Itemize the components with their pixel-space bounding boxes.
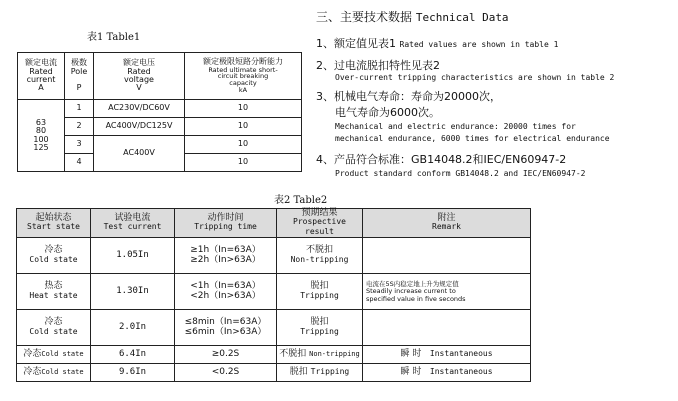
t1-header-voltage xyxy=(94,53,185,100)
t2-current: 9.6In xyxy=(91,364,175,382)
t1-h2-en: Pole xyxy=(70,66,88,76)
t2-h4-en: Prospective result xyxy=(293,217,346,236)
t2-state-zh: 冷态 xyxy=(44,317,63,328)
tech-item-3-en1: Mechanical and electric endurance: 20000 times for xyxy=(335,122,576,131)
t2-state-en: Cold state xyxy=(29,254,78,264)
t2-time: ≥0.2S xyxy=(175,346,277,364)
t1-capacity: 10 xyxy=(185,154,302,172)
t1-header-capacity xyxy=(185,53,302,100)
t1-current-values xyxy=(18,100,65,172)
t2-remark-zh: 瞬 时 xyxy=(400,367,422,378)
t2-current: 1.05In xyxy=(91,238,175,274)
table1 xyxy=(17,52,302,172)
tech-item-4-en: Product standard conform GB14048.2 and IEC/EN60947-2 xyxy=(335,169,586,178)
t2-h5-zh: 附注 xyxy=(437,212,456,223)
tech-item-2-en: Over-current tripping characteristics are shown in table 2 xyxy=(335,73,615,82)
t1-pole: 1 xyxy=(65,100,94,118)
table-row xyxy=(17,310,531,346)
table-row xyxy=(17,346,531,364)
t1-h2-unit: P xyxy=(76,83,82,93)
t2-remark-zh: 瞬 时 xyxy=(400,349,422,360)
t2-result xyxy=(277,274,363,310)
t2-current: 2.0In xyxy=(91,310,175,346)
t2-state-zh: 冷态 xyxy=(44,245,63,256)
t2-h2-en: Test current xyxy=(103,222,162,232)
t2-state xyxy=(17,310,91,346)
table2-header-row xyxy=(17,209,531,238)
t2-remark-en2: specified value in five seconds xyxy=(366,294,466,303)
t2-h1-zh: 起始状态 xyxy=(35,212,72,223)
t2-header-test-current xyxy=(91,209,175,238)
t1-h1-en2: current xyxy=(26,75,56,84)
t2-result-en: Non-tripping xyxy=(309,350,360,359)
tech-heading-en: Technical Data xyxy=(415,11,509,24)
t2-result xyxy=(277,364,363,382)
table2 xyxy=(16,208,531,382)
t2-time xyxy=(175,274,277,310)
t1-current-3: 125 xyxy=(33,142,49,152)
t2-result xyxy=(277,346,363,364)
t1-h4-unit: kA xyxy=(238,86,248,94)
tech-item-3-zh2: 电气寿命为6000次。 xyxy=(335,106,440,119)
t2-result-en: Tripping xyxy=(310,367,350,377)
t2-h4-zh: 预期结果 xyxy=(301,208,338,218)
table2-caption: 表2 Table2 xyxy=(274,195,328,206)
t1-header-current xyxy=(18,53,65,100)
t2-state-en: Cold state xyxy=(41,368,84,377)
t2-time xyxy=(175,310,277,346)
t2-time xyxy=(175,238,277,274)
t2-remark-zh: 电流在5S内稳定地上升为规定值 xyxy=(366,279,459,288)
tech-item-1-zh: 1、额定值见表1 xyxy=(316,37,396,50)
tech-item-3-en2: mechanical endurance, 6000 times for electrical endurance xyxy=(335,134,610,143)
t1-pole: 4 xyxy=(65,154,94,172)
t2-state-en: Heat state xyxy=(29,290,78,300)
t2-time1: ≤8min（In=63A） xyxy=(184,317,267,328)
t1-current-0: 63 xyxy=(35,117,47,127)
t2-result-en: Tripping xyxy=(300,290,339,300)
t2-current: 1.30In xyxy=(91,274,175,310)
t2-h1-en: Start state xyxy=(27,222,80,232)
t1-pole: 3 xyxy=(65,136,94,154)
t1-current-1: 80 xyxy=(35,126,47,136)
t1-voltage: AC400V xyxy=(94,136,185,172)
t2-time2: ≥2h（In>63A） xyxy=(190,254,261,265)
t1-h3-unit: V xyxy=(136,83,142,93)
t2-h3-zh: 动作时间 xyxy=(207,212,244,223)
t2-result-en: Tripping xyxy=(300,326,339,336)
table1-header-row xyxy=(18,53,302,100)
t2-h5-en: Remark xyxy=(432,222,461,232)
t1-capacity: 10 xyxy=(185,136,302,154)
t2-remark xyxy=(363,274,531,310)
table1-caption: 表1 Table1 xyxy=(87,32,141,43)
t1-h2-zh: 极数 xyxy=(71,58,87,68)
t2-header-remark xyxy=(363,209,531,238)
t1-capacity: 10 xyxy=(185,100,302,118)
t2-remark xyxy=(363,346,531,364)
t1-h3-en1: Rated xyxy=(127,66,151,76)
t2-time: <0.2S xyxy=(175,364,277,382)
t2-time2: <2h（In>63A） xyxy=(190,290,261,301)
t2-result-zh: 脱扣 xyxy=(310,281,329,292)
t1-h1-zh: 额定电流 xyxy=(25,58,57,68)
tech-heading xyxy=(316,8,676,25)
t2-result xyxy=(277,238,363,274)
t2-state-en: Cold state xyxy=(29,326,78,336)
tech-item-2-zh: 2、过电流脱扣特性见表2 xyxy=(316,59,440,72)
t2-time1: ≥1h（In=63A） xyxy=(190,245,261,256)
table-row xyxy=(17,238,531,274)
t2-remark-en: Instantaneous xyxy=(429,349,493,359)
t2-result xyxy=(277,310,363,346)
t1-current-2: 100 xyxy=(33,134,49,144)
t2-state-zh: 热态 xyxy=(44,281,63,292)
t1-h4-en2: circuit breaking xyxy=(217,72,269,81)
t1-h3-zh: 额定电压 xyxy=(123,58,155,68)
table-row xyxy=(18,100,302,118)
t2-result-zh: 不脱扣 xyxy=(305,245,333,256)
table-row xyxy=(17,274,531,310)
t1-pole: 2 xyxy=(65,118,94,136)
t1-h1-en1: Rated xyxy=(29,66,53,76)
t1-h3-en2: voltage xyxy=(124,75,154,84)
t1-voltage: AC230V/DC60V xyxy=(94,100,185,118)
tech-item-1 xyxy=(316,35,676,51)
t2-h3-en: Tripping time xyxy=(194,222,257,232)
t2-state-zh: 冷态 xyxy=(23,349,42,360)
t1-h1-unit: A xyxy=(38,83,44,93)
t2-result-zh: 脱扣 xyxy=(289,367,308,378)
tech-item-1-en: Rated values are shown in table 1 xyxy=(399,40,559,49)
t2-remark xyxy=(363,238,531,274)
t2-state xyxy=(17,346,91,364)
t1-h4-en1: Rated ultimate short- xyxy=(208,65,278,74)
t2-remark xyxy=(363,364,531,382)
t2-result-en: Non-tripping xyxy=(290,254,349,264)
t2-header-start-state xyxy=(17,209,91,238)
t2-remark-en1: Steadily increase current to xyxy=(366,287,456,296)
t2-result-zh: 脱扣 xyxy=(310,317,329,328)
t2-state xyxy=(17,274,91,310)
t2-remark-en: Instantaneous xyxy=(429,367,493,377)
t2-state xyxy=(17,238,91,274)
t2-state-en: Cold state xyxy=(41,350,84,359)
technical-data-section xyxy=(316,8,676,178)
t2-header-result xyxy=(277,209,363,238)
t2-current: 6.4In xyxy=(91,346,175,364)
tech-item-4-zh: 4、产品符合标准：GB14048.2和IEC/EN60947-2 xyxy=(316,153,567,166)
t1-capacity: 10 xyxy=(185,118,302,136)
table-row xyxy=(17,364,531,382)
t1-header-pole xyxy=(65,53,94,100)
t2-time1: <1h（In=63A） xyxy=(190,281,261,292)
t1-h4-zh: 额定极限短路分断能力 xyxy=(203,57,283,67)
t2-time2: ≤6min（In>63A） xyxy=(184,326,267,337)
t2-state-zh: 冷态 xyxy=(23,367,42,378)
t1-h4-en3: capacity xyxy=(229,79,257,88)
t2-state xyxy=(17,364,91,382)
t2-header-tripping-time xyxy=(175,209,277,238)
t2-result-zh: 不脱扣 xyxy=(279,349,307,360)
t2-h2-zh: 试验电流 xyxy=(114,212,151,223)
t1-voltage: AC400V/DC125V xyxy=(94,118,185,136)
tech-heading-zh: 三、主要技术数据 xyxy=(316,10,413,24)
tech-item-3-zh: 3、机械电气寿命：寿命为20000次， xyxy=(316,90,501,103)
t2-remark xyxy=(363,310,531,346)
